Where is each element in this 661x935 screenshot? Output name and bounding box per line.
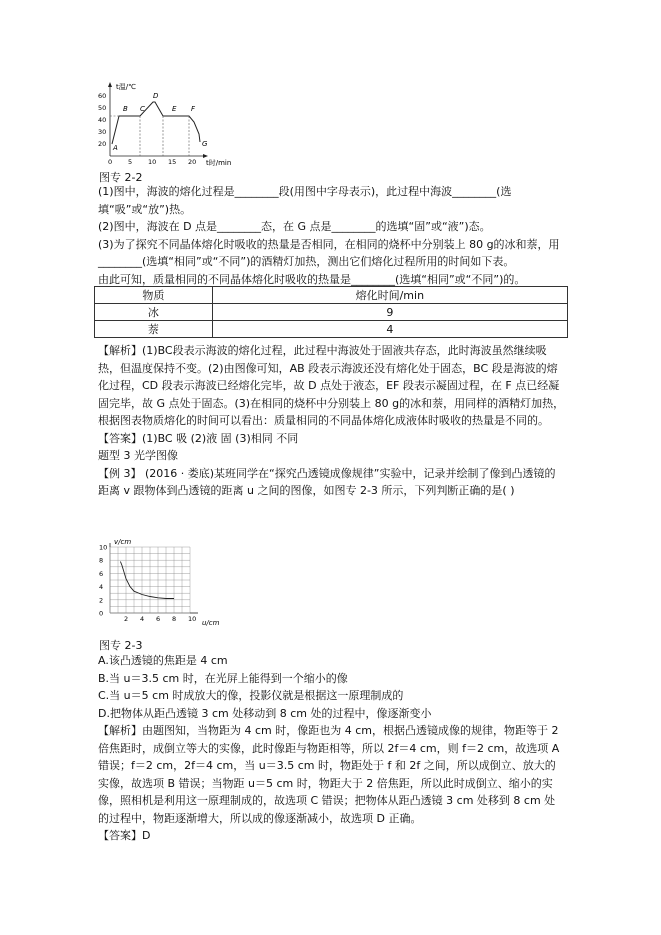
analysis-2: 【解析】由题图知，当物距为 4 cm 时，像距也为 4 cm，根据凸透镜成像的规律，物距等于 2 倍焦距时，成倒立等大的实像，此时像距与物距相等，所以 2f＝4 cm，则 f＝2 cm，故选项 A 错误；f＝2 cm，2f＝4 cm，当 u＝3.5 cm 时，物距处于 f 和 2f 之间，所以成倒立、放大的实像，故选项 B 错误；当物距 u＝5 cm 时，物距大于 2 倍焦距，所以此时成倒立、缩小的实像，照相机是利用这一原理制成的，故选项 C 错误；把物体从距凸透镜 3 cm 处移到 8 cm 处的过程中，物距逐渐增大，所以成的像逐渐减小，故选项 D 正确。 — [98, 724, 560, 825]
table-cell: 冰 — [95, 304, 213, 321]
analysis-block-1 — [98, 342, 566, 500]
figure-melting-curve — [96, 80, 246, 168]
table-header-cell: 熔化时间/min — [212, 287, 567, 304]
fig2-x-tick: 10 — [188, 615, 197, 623]
fig1-point-g: G — [202, 140, 208, 148]
fig2-x-tick: 4 — [140, 615, 145, 623]
fig1-point-a: A — [113, 144, 118, 152]
fig1-y-axis-label: t温/℃ — [116, 83, 136, 91]
answer-1: 【答案】(1)BC 吸 (2)液 固 (3)相同 不同 — [98, 431, 299, 445]
section-heading: 题型 3 光学图像 — [98, 449, 178, 462]
fig2-y-tick: 2 — [99, 596, 104, 605]
fig2-y-tick: 10 — [99, 543, 108, 552]
fig1-x-tick: 20 — [188, 158, 197, 166]
fig1-x-tick: 10 — [148, 158, 157, 166]
question-block — [98, 183, 566, 288]
table-row — [95, 304, 568, 321]
melting-time-table — [94, 286, 568, 338]
fig1-point-f: F — [191, 105, 196, 113]
fig2-y-tick: 0 — [99, 609, 104, 618]
table-header-cell: 物质 — [95, 287, 213, 304]
fig1-y-tick: 60 — [98, 92, 107, 100]
fig2-x-tick: 8 — [172, 615, 177, 623]
fig2-x-tick: 6 — [156, 615, 161, 623]
fig1-y-tick: 20 — [98, 140, 107, 148]
options-block — [98, 652, 566, 845]
fig2-grid — [110, 543, 198, 613]
question-2: (2)图中，海波在 D 点是________态，在 G 点是________的选填“固”或“液”)态。 — [98, 220, 491, 233]
fig2-x-tick: 2 — [124, 615, 129, 623]
fig1-point-e: E — [172, 105, 177, 113]
option-c: C.当 u＝5 cm 时成放大的像，投影仪就是根据这一原理制成的 — [98, 689, 404, 702]
fig2-x-axis-label: u/cm — [202, 619, 220, 627]
fig1-y-tick: 40 — [98, 116, 107, 124]
fig1-point-d: D — [153, 92, 159, 100]
fig1-x-tick: 0 — [108, 158, 113, 166]
fig2-x-ticks — [124, 615, 196, 623]
fig1-x-ticks — [108, 158, 196, 166]
question-3a: (3)为了探究不同晶体熔化时吸收的热量是否相同，在相同的烧杯中分别装上 80 g的冰和萘，用________(选填“相同”或“不同”)的酒精灯加热，测出它们熔化过程所用的时间如下表。 — [98, 237, 560, 268]
table-cell: 萘 — [95, 321, 213, 338]
figure-lens-chart — [96, 535, 226, 633]
fig1-y-ticks — [98, 92, 106, 148]
fig2-y-ticks — [99, 544, 107, 618]
fig1-x-tick: 5 — [128, 158, 133, 166]
question-1: (1)图中，海波的熔化过程是________段(用图中字母表示)，此过程中海波________(选填“吸”或“放”)热。 — [98, 185, 512, 216]
fig1-point-b: B — [123, 105, 128, 113]
fig1-y-tick: 50 — [98, 104, 107, 112]
fig1-y-tick: 30 — [98, 128, 107, 136]
table-cell: 4 — [212, 321, 567, 338]
table-row — [95, 321, 568, 338]
fig2-y-tick: 6 — [99, 569, 104, 578]
fig2-y-tick: 8 — [99, 556, 104, 565]
analysis-1: 【解析】(1)BC段表示海波的熔化过程，此过程中海波处于固液共存态，此时海波虽然继续吸热，但温度保持不变。(2)由图像可知，AB 段表示海波还没有熔化处于固态，BC 段是海波的熔化过程，CD 段表示海波已经熔化完毕，故 D 点处于液态，EF 段表示凝固过程，在 F 点已经凝固完毕，故 G 点处于固态。(3)在相同的烧杯中分别装上 80 g的冰和萘，用同样的酒精灯加热，根据图表物质熔化的时间可以看出：质量相同的不同晶体熔化成液体时吸收的热量是不同的。 — [98, 344, 565, 427]
fig2-y-tick: 4 — [99, 583, 104, 592]
answer-2: 【答案】D — [98, 829, 151, 842]
figure2-caption: 图专 2-3 — [99, 639, 143, 652]
table-cell: 9 — [212, 304, 567, 321]
fig1-x-axis-label: t时/min — [206, 159, 232, 167]
option-a: A.该凸透镜的焦距是 4 cm — [98, 654, 228, 667]
example-3: 【例 3】 (2016 · 娄底)某班同学在“探究凸透镜成像规律”实验中，记录并绘制了像到凸透镜的距离 v 跟物体到凸透镜的距离 u 之间的图像，如图专 2-3 所示，下列判断正确的是( ) — [98, 466, 556, 497]
fig2-y-axis-label: v/cm — [114, 538, 132, 546]
option-b: B.当 u＝3.5 cm 时，在光屏上能得到一个缩小的像 — [98, 671, 348, 685]
option-d: D.把物体从距凸透镜 3 cm 处移动到 8 cm 处的过程中，像逐渐变小 — [98, 706, 432, 720]
table-header-row — [95, 287, 568, 304]
fig1-point-c: C — [140, 105, 145, 113]
figure1-caption: 图专 2-2 — [99, 171, 143, 184]
question-3b: 由此可知，质量相同的不同晶体熔化时吸收的热量是________(选填“相同”或“不同”)的。 — [98, 272, 526, 286]
fig1-x-tick: 15 — [168, 158, 177, 166]
